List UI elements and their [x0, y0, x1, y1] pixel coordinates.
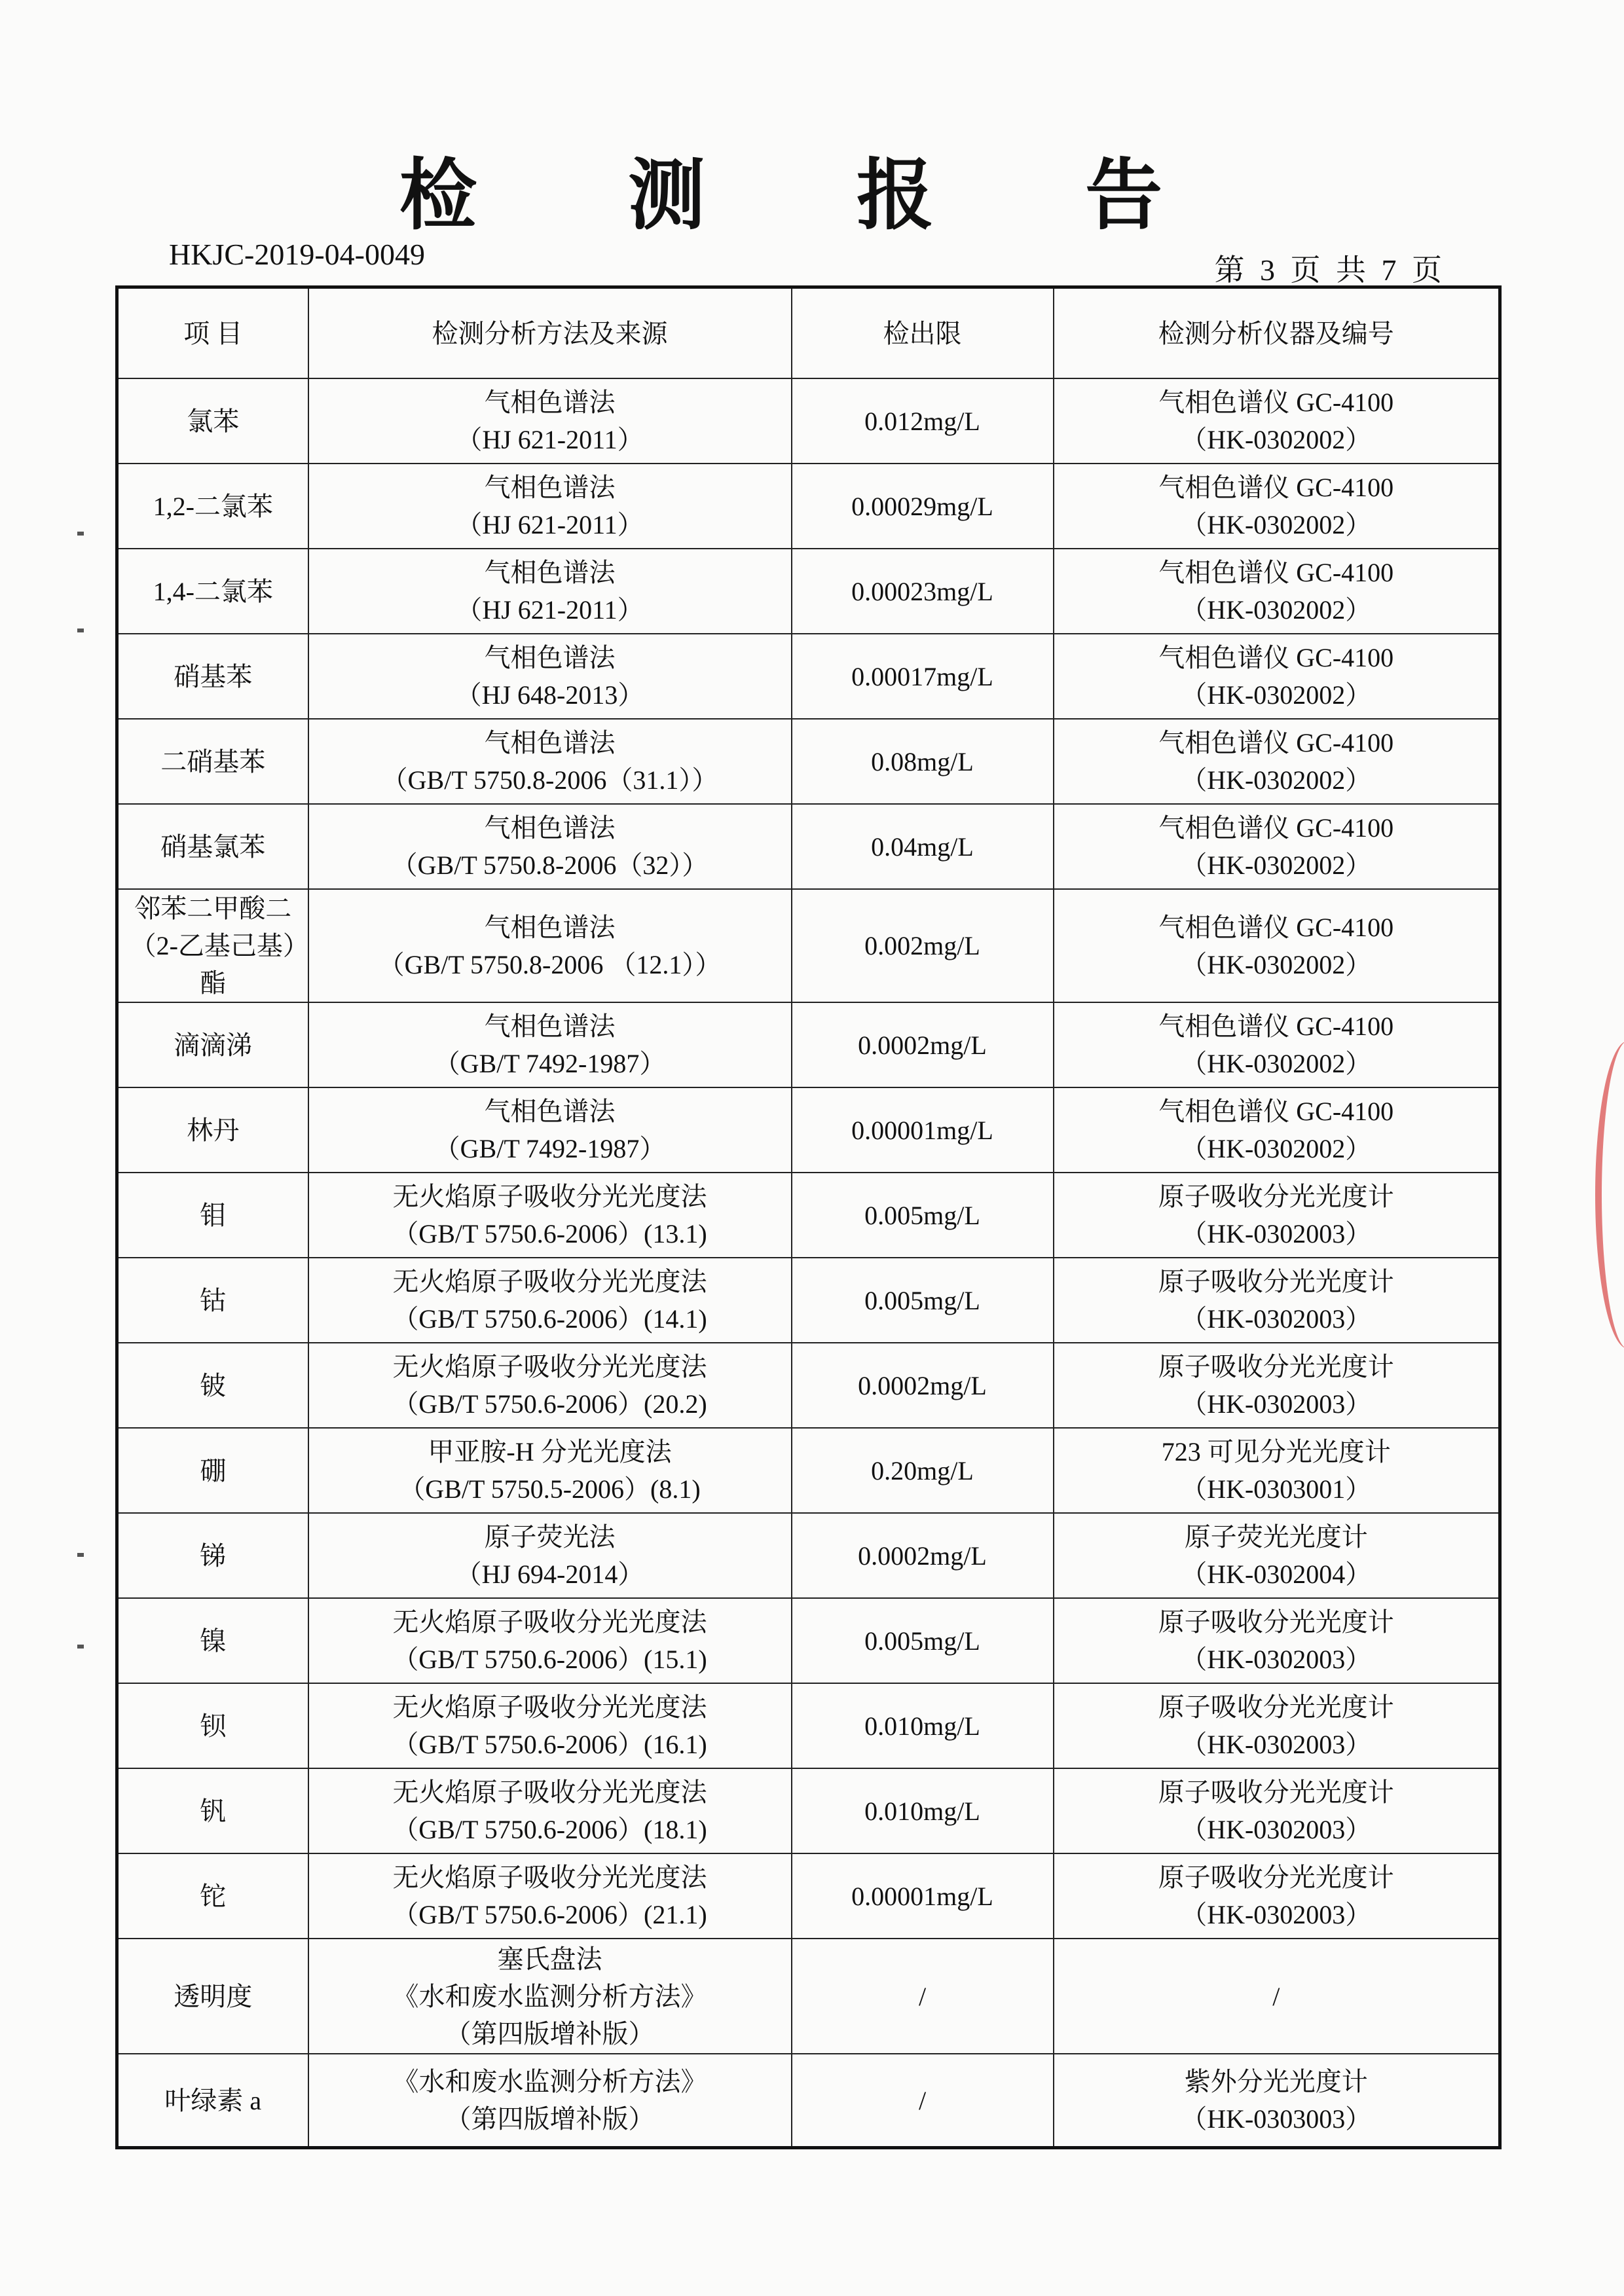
- cell-method: [308, 1428, 792, 1513]
- table-row: [117, 1853, 1500, 1939]
- cell-item: [117, 2054, 308, 2148]
- cell-limit: [792, 1939, 1054, 2054]
- cell-limit-line: 0.20mg/L: [871, 1455, 974, 1485]
- cell-item-line: 钒: [200, 1796, 227, 1826]
- cell-limit-line: 0.04mg/L: [871, 831, 974, 862]
- cell-instrument-line: （HK-0302003）: [1181, 1900, 1372, 1929]
- cell-item-line: 林丹: [187, 1115, 240, 1145]
- cell-item-line: 钼: [200, 1200, 227, 1230]
- cell-method: [308, 1258, 792, 1343]
- table-row: [117, 1513, 1500, 1598]
- cell-instrument-line: （HK-0302002）: [1181, 510, 1372, 539]
- column-header-instrument: 检测分析仪器及编号: [1054, 287, 1500, 379]
- table-row: [117, 1087, 1500, 1173]
- cell-method: [308, 1683, 792, 1768]
- cell-item: [117, 1428, 308, 1513]
- cell-limit-line: 0.002mg/L: [864, 931, 980, 960]
- table-row: [117, 549, 1500, 634]
- cell-method-line: 塞氏盘法: [497, 1944, 602, 1974]
- cell-instrument-line: /: [1272, 1981, 1280, 2011]
- cell-instrument: [1054, 549, 1500, 634]
- cell-method: [308, 1598, 792, 1683]
- cell-item-line: 氯苯: [187, 406, 240, 436]
- cell-limit: [792, 2054, 1054, 2148]
- report-title: 检 测 报 告: [399, 149, 1225, 240]
- cell-method-line: （GB/T 5750.6-2006）(14.1): [392, 1304, 707, 1334]
- cell-method: [308, 1343, 792, 1428]
- cell-method: [308, 1513, 792, 1598]
- cell-instrument-line: 原子荧光光度计: [1184, 1522, 1368, 1552]
- cell-instrument: [1054, 1343, 1500, 1428]
- cell-limit-line: 0.010mg/L: [864, 1711, 980, 1741]
- cell-method-line: 无火焰原子吸收分光光度法: [392, 1777, 707, 1807]
- cell-limit-line: 0.00001mg/L: [851, 1881, 993, 1911]
- table-row: [117, 1428, 1500, 1513]
- cell-item: [117, 1002, 308, 1087]
- column-header-method: 检测分析方法及来源: [308, 287, 792, 379]
- cell-item: [117, 1853, 308, 1939]
- cell-item-line: 铍: [200, 1370, 227, 1400]
- cell-limit: [792, 1087, 1054, 1173]
- cell-instrument: [1054, 1768, 1500, 1853]
- cell-item: [117, 1939, 308, 2054]
- cell-limit: [792, 1173, 1054, 1258]
- cell-method-line: 气相色谱法: [484, 473, 616, 502]
- cell-limit: [792, 1768, 1054, 1853]
- cell-item-line: 二硝基苯: [160, 746, 266, 776]
- cell-instrument-line: 气相色谱仪 GC-4100: [1158, 388, 1394, 417]
- cell-instrument: [1054, 634, 1500, 719]
- cell-method: [308, 889, 792, 1002]
- cell-limit: [792, 378, 1054, 464]
- cell-instrument: [1054, 719, 1500, 804]
- cell-limit-line: 0.00029mg/L: [851, 491, 993, 521]
- column-header-item: 项 目: [117, 287, 308, 379]
- cell-limit-line: /: [918, 1981, 927, 2011]
- cell-method-line: 气相色谱法: [484, 728, 616, 757]
- cell-item-line: 邻苯二甲酸二（2-乙基己基）酯: [130, 894, 296, 998]
- cell-method-line: 甲亚胺-H 分光光度法: [428, 1437, 672, 1467]
- cell-method-line: 气相色谱法: [484, 643, 616, 672]
- cell-method-line: 无火焰原子吸收分光光度法: [392, 1182, 707, 1211]
- cell-method-line: （HJ 621-2011）: [456, 425, 644, 454]
- table-header-row: [117, 287, 1500, 379]
- cell-instrument-line: 723 可见分光光度计: [1161, 1437, 1391, 1467]
- cell-limit: [792, 1683, 1054, 1768]
- cell-instrument: [1054, 1513, 1500, 1598]
- cell-item: [117, 1683, 308, 1768]
- cell-method-line: 无火焰原子吸收分光光度法: [392, 1863, 707, 1892]
- cell-item-line: 镍: [200, 1626, 227, 1656]
- cell-limit: [792, 719, 1054, 804]
- cell-item: [117, 1087, 308, 1173]
- cell-method-line: 《水和废水监测分析方法》: [392, 1981, 707, 2011]
- cell-item-line: 铊: [200, 1881, 227, 1911]
- table-row: [117, 1598, 1500, 1683]
- cell-limit: [792, 804, 1054, 889]
- cell-limit: [792, 634, 1054, 719]
- cell-method-line: （GB/T 5750.8-2006（31.1））: [381, 765, 718, 795]
- cell-item-line: 硼: [200, 1455, 227, 1485]
- table-row: [117, 1939, 1500, 2054]
- cell-instrument-line: 气相色谱仪 GC-4100: [1158, 473, 1394, 502]
- cell-instrument: [1054, 378, 1500, 464]
- cell-instrument: [1054, 1853, 1500, 1939]
- cell-item: [117, 804, 308, 889]
- cell-method-line: （HJ 648-2013）: [455, 680, 644, 710]
- cell-limit: [792, 1428, 1054, 1513]
- table-row: [117, 719, 1500, 804]
- cell-instrument: [1054, 1598, 1500, 1683]
- cell-instrument-line: （HK-0302002）: [1181, 1134, 1372, 1163]
- table-row: [117, 1173, 1500, 1258]
- cell-item: [117, 464, 308, 549]
- cell-item-line: 钡: [200, 1711, 227, 1741]
- scan-mark: [77, 1553, 84, 1557]
- cell-method-line: 气相色谱法: [484, 813, 616, 843]
- cell-limit-line: 0.012mg/L: [864, 406, 980, 436]
- cell-method-line: 原子荧光法: [484, 1522, 616, 1552]
- cell-item-line: 透明度: [174, 1981, 253, 2011]
- cell-instrument-line: （HK-0302002）: [1181, 949, 1372, 979]
- table-row: [117, 2054, 1500, 2148]
- red-seal-stamp: [1595, 1041, 1624, 1349]
- cell-method: [308, 719, 792, 804]
- cell-method-line: （GB/T 7492-1987）: [434, 1049, 666, 1078]
- cell-limit-line: 0.005mg/L: [864, 1200, 980, 1230]
- cell-method-line: （HJ 694-2014）: [455, 1559, 644, 1589]
- cell-method: [308, 1768, 792, 1853]
- cell-instrument: [1054, 2054, 1500, 2148]
- cell-method-line: （GB/T 5750.5-2006）(8.1): [399, 1474, 701, 1504]
- cell-method-line: 《水和废水监测分析方法》: [392, 2067, 707, 2096]
- cell-item: [117, 1513, 308, 1598]
- cell-limit-line: /: [918, 2085, 927, 2115]
- table-row: [117, 1343, 1500, 1428]
- cell-instrument-line: （HK-0302003）: [1181, 1304, 1372, 1334]
- cell-method-line: 气相色谱法: [484, 388, 616, 417]
- cell-limit-line: 0.0002mg/L: [858, 1030, 987, 1060]
- cell-method-line: （第四版增补版）: [445, 2018, 655, 2049]
- cell-limit: [792, 1853, 1054, 1939]
- cell-instrument-line: 气相色谱仪 GC-4100: [1158, 912, 1394, 942]
- cell-instrument-line: 原子吸收分光光度计: [1158, 1352, 1394, 1381]
- cell-item-line: 叶绿素 a: [164, 2085, 262, 2115]
- cell-method-line: 气相色谱法: [484, 1097, 616, 1126]
- cell-limit: [792, 1598, 1054, 1683]
- cell-item-line: 滴滴涕: [174, 1030, 253, 1060]
- cell-limit: [792, 1513, 1054, 1598]
- table-row: [117, 464, 1500, 549]
- cell-item: [117, 378, 308, 464]
- cell-item-line: 钴: [200, 1285, 227, 1315]
- cell-instrument-line: （HK-0302003）: [1181, 1730, 1372, 1759]
- cell-method-line: 无火焰原子吸收分光光度法: [392, 1352, 707, 1381]
- cell-instrument-line: （HK-0302002）: [1181, 850, 1372, 880]
- cell-method: [308, 1087, 792, 1173]
- cell-instrument: [1054, 1939, 1500, 2054]
- cell-method: [308, 549, 792, 634]
- cell-item: [117, 1173, 308, 1258]
- cell-method: [308, 1853, 792, 1939]
- cell-method-line: （GB/T 7492-1987）: [434, 1134, 666, 1163]
- cell-limit: [792, 889, 1054, 1002]
- cell-method-line: 无火焰原子吸收分光光度法: [392, 1267, 707, 1296]
- cell-method-line: （GB/T 5750.6-2006）(16.1): [392, 1730, 707, 1759]
- cell-limit-line: 0.0002mg/L: [858, 1370, 987, 1400]
- cell-instrument-line: （HK-0302002）: [1181, 680, 1372, 710]
- cell-method: [308, 634, 792, 719]
- cell-method-line: （HJ 621-2011）: [456, 595, 644, 625]
- cell-limit-line: 0.00023mg/L: [851, 576, 993, 606]
- cell-method: [308, 1939, 792, 2054]
- cell-method-line: （HJ 621-2011）: [456, 510, 644, 539]
- cell-instrument-line: （HK-0303001）: [1181, 1474, 1372, 1504]
- cell-method-line: 气相色谱法: [484, 558, 616, 587]
- cell-instrument-line: （HK-0302004）: [1181, 1559, 1372, 1589]
- cell-limit: [792, 1343, 1054, 1428]
- cell-instrument-line: （HK-0302002）: [1181, 765, 1372, 795]
- cell-limit-line: 0.010mg/L: [864, 1796, 980, 1826]
- cell-method-line: （GB/T 5750.6-2006）(21.1): [392, 1900, 707, 1929]
- cell-method-line: （GB/T 5750.8-2006 （12.1））: [378, 949, 722, 979]
- cell-method-line: （GB/T 5750.8-2006（32））: [391, 850, 709, 880]
- table-row: [117, 1258, 1500, 1343]
- cell-instrument: [1054, 464, 1500, 549]
- cell-instrument-line: （HK-0302002）: [1181, 425, 1372, 454]
- table-row: [117, 1002, 1500, 1087]
- cell-instrument-line: （HK-0302003）: [1181, 1389, 1372, 1419]
- scan-mark: [77, 629, 84, 632]
- table-row: [117, 634, 1500, 719]
- cell-limit: [792, 1258, 1054, 1343]
- cell-method-line: （GB/T 5750.6-2006）(15.1): [392, 1645, 707, 1674]
- cell-item-line: 硝基苯: [174, 661, 253, 691]
- cell-limit-line: 0.00017mg/L: [851, 661, 993, 691]
- cell-limit-line: 0.00001mg/L: [851, 1115, 993, 1145]
- cell-instrument-line: 气相色谱仪 GC-4100: [1158, 728, 1394, 757]
- cell-limit-line: 0.005mg/L: [864, 1285, 980, 1315]
- cell-item: [117, 1343, 308, 1428]
- cell-instrument: [1054, 1258, 1500, 1343]
- cell-method-line: （GB/T 5750.6-2006）(20.2): [392, 1389, 707, 1419]
- cell-instrument-line: 原子吸收分光光度计: [1158, 1267, 1394, 1296]
- cell-limit-line: 0.0002mg/L: [858, 1540, 987, 1571]
- cell-method-line: 无火焰原子吸收分光光度法: [392, 1607, 707, 1637]
- column-header-limit: 检出限: [792, 287, 1054, 379]
- table-row: [117, 889, 1500, 1002]
- cell-method-line: 气相色谱法: [484, 912, 616, 942]
- scan-mark: [77, 1645, 84, 1649]
- cell-instrument-line: 原子吸收分光光度计: [1158, 1182, 1394, 1211]
- cell-limit: [792, 464, 1054, 549]
- cell-instrument-line: （HK-0302002）: [1181, 1049, 1372, 1078]
- cell-method-line: （第四版增补版）: [445, 2104, 655, 2134]
- cell-item: [117, 549, 308, 634]
- table-row: [117, 378, 1500, 464]
- cell-instrument-line: 气相色谱仪 GC-4100: [1158, 1097, 1394, 1126]
- cell-instrument: [1054, 1087, 1500, 1173]
- cell-method-line: （GB/T 5750.6-2006）(18.1): [392, 1815, 707, 1844]
- cell-instrument-line: 气相色谱仪 GC-4100: [1158, 813, 1394, 843]
- table-row: [117, 1768, 1500, 1853]
- cell-method: [308, 804, 792, 889]
- page-indicator: 第 3 页 共 7 页: [1214, 253, 1442, 287]
- cell-method-line: 气相色谱法: [484, 1011, 616, 1041]
- cell-instrument-line: 原子吸收分光光度计: [1158, 1692, 1394, 1722]
- cell-limit: [792, 549, 1054, 634]
- cell-item-line: 1,2-二氯苯: [153, 491, 273, 521]
- cell-method-line: 无火焰原子吸收分光光度法: [392, 1692, 707, 1722]
- cell-instrument: [1054, 889, 1500, 1002]
- cell-instrument: [1054, 1428, 1500, 1513]
- cell-item: [117, 634, 308, 719]
- cell-instrument-line: （HK-0302003）: [1181, 1219, 1372, 1248]
- cell-item: [117, 1598, 308, 1683]
- cell-item-line: 硝基氯苯: [160, 831, 266, 862]
- cell-item: [117, 889, 308, 1002]
- cell-instrument: [1054, 804, 1500, 889]
- cell-instrument-line: 原子吸收分光光度计: [1158, 1607, 1394, 1637]
- cell-method: [308, 2054, 792, 2148]
- cell-limit-line: 0.08mg/L: [871, 746, 974, 776]
- cell-instrument-line: （HK-0303003）: [1181, 2104, 1372, 2134]
- cell-method: [308, 1173, 792, 1258]
- cell-item: [117, 719, 308, 804]
- table-row: [117, 804, 1500, 889]
- cell-instrument-line: 气相色谱仪 GC-4100: [1158, 643, 1394, 672]
- cell-limit-line: 0.005mg/L: [864, 1626, 980, 1656]
- cell-instrument: [1054, 1002, 1500, 1087]
- cell-instrument-line: （HK-0302002）: [1181, 595, 1372, 625]
- cell-instrument-line: 气相色谱仪 GC-4100: [1158, 1011, 1394, 1041]
- cell-instrument-line: 紫外分光光度计: [1184, 2067, 1368, 2096]
- cell-method: [308, 1002, 792, 1087]
- cell-item-line: 锑: [200, 1540, 227, 1571]
- cell-method: [308, 464, 792, 549]
- cell-item: [117, 1258, 308, 1343]
- cell-method-line: （GB/T 5750.6-2006）(13.1): [392, 1219, 707, 1248]
- cell-instrument-line: 原子吸收分光光度计: [1158, 1863, 1394, 1892]
- document-number: HKJC-2019-04-0049: [169, 238, 425, 271]
- cell-item-line: 1,4-二氯苯: [153, 576, 273, 606]
- cell-item: [117, 1768, 308, 1853]
- table-row: [117, 1683, 1500, 1768]
- cell-instrument-line: 气相色谱仪 GC-4100: [1158, 558, 1394, 587]
- cell-instrument-line: 原子吸收分光光度计: [1158, 1777, 1394, 1807]
- scan-mark: [77, 532, 84, 536]
- cell-limit: [792, 1002, 1054, 1087]
- cell-instrument: [1054, 1173, 1500, 1258]
- cell-instrument-line: （HK-0302003）: [1181, 1815, 1372, 1844]
- cell-method: [308, 378, 792, 464]
- test-method-table: [115, 285, 1502, 2149]
- cell-instrument-line: （HK-0302003）: [1181, 1645, 1372, 1674]
- cell-instrument: [1054, 1683, 1500, 1768]
